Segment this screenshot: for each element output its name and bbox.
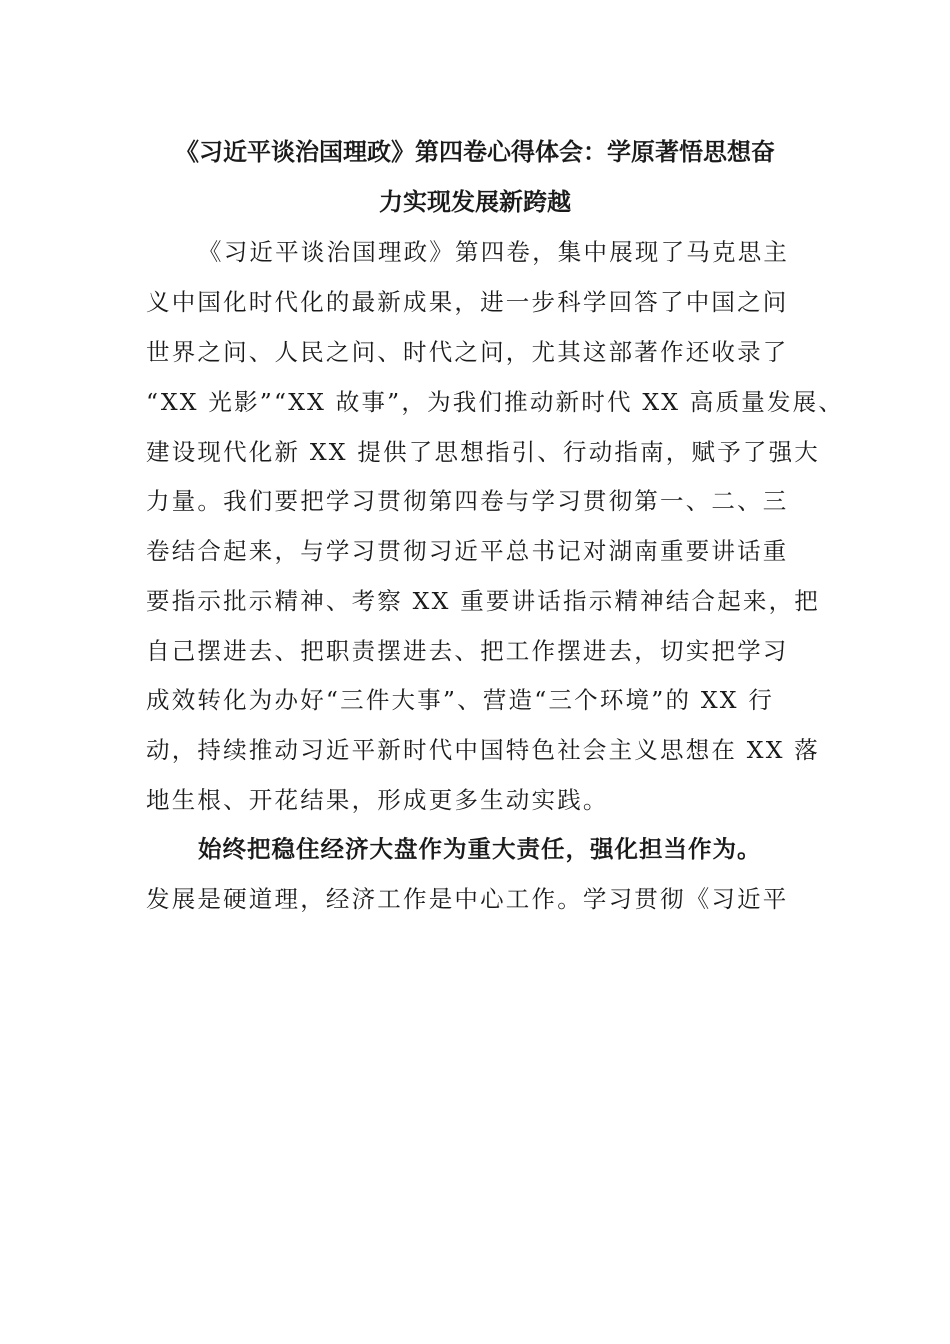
paragraph-1-line-6: 力量。我们要把学习贯彻第四卷与学习贯彻第一、二、三 bbox=[146, 487, 789, 515]
section-heading: 始终把稳住经济大盘作为重大责任，强化担当作为。 bbox=[198, 835, 762, 863]
paragraph-1-line-7: 卷结合起来，与学习贯彻习近平总书记对湖南重要讲话重 bbox=[146, 537, 789, 565]
paragraph-1-line-5: 建设现代化新 XX 提供了思想指引、行动指南，赋予了强大 bbox=[146, 438, 820, 466]
document-title-line-1: 《习近平谈治国理政》第四卷心得体会：学原著悟思想奋 bbox=[175, 138, 775, 166]
paragraph-1-line-4: “XX 光影”“XX 故事”，为我们推动新时代 XX 高质量发展、 bbox=[146, 388, 845, 416]
paragraph-1-line-3: 世界之问、人民之问、时代之问，尤其这部著作还收录了 bbox=[146, 338, 789, 366]
paragraph-2-line-1: 发展是硬道理，经济工作是中心工作。学习贯彻《习近平 bbox=[146, 885, 789, 913]
paragraph-1-line-9: 自己摆进去、把职责摆进去、把工作摆进去，切实把学习 bbox=[146, 637, 789, 665]
paragraph-1-line-10: 成效转化为办好“三件大事”、营造“三个环境”的 XX 行 bbox=[146, 686, 775, 714]
paragraph-1-line-8: 要指示批示精神、考察 XX 重要讲话指示精神结合起来，把 bbox=[146, 587, 820, 615]
paragraph-1-line-1: 《习近平谈治国理政》第四卷，集中展现了马克思主 bbox=[198, 238, 790, 266]
paragraph-1-line-2: 义中国化时代化的最新成果，进一步科学回答了中国之问 bbox=[146, 288, 789, 316]
paragraph-1-line-11: 动，持续推动习近平新时代中国特色社会主义思想在 XX 落 bbox=[146, 736, 820, 764]
document-title-line-2: 力实现发展新跨越 bbox=[379, 188, 571, 216]
paragraph-1-line-12: 地生根、开花结果，形成更多生动实践。 bbox=[146, 786, 609, 814]
